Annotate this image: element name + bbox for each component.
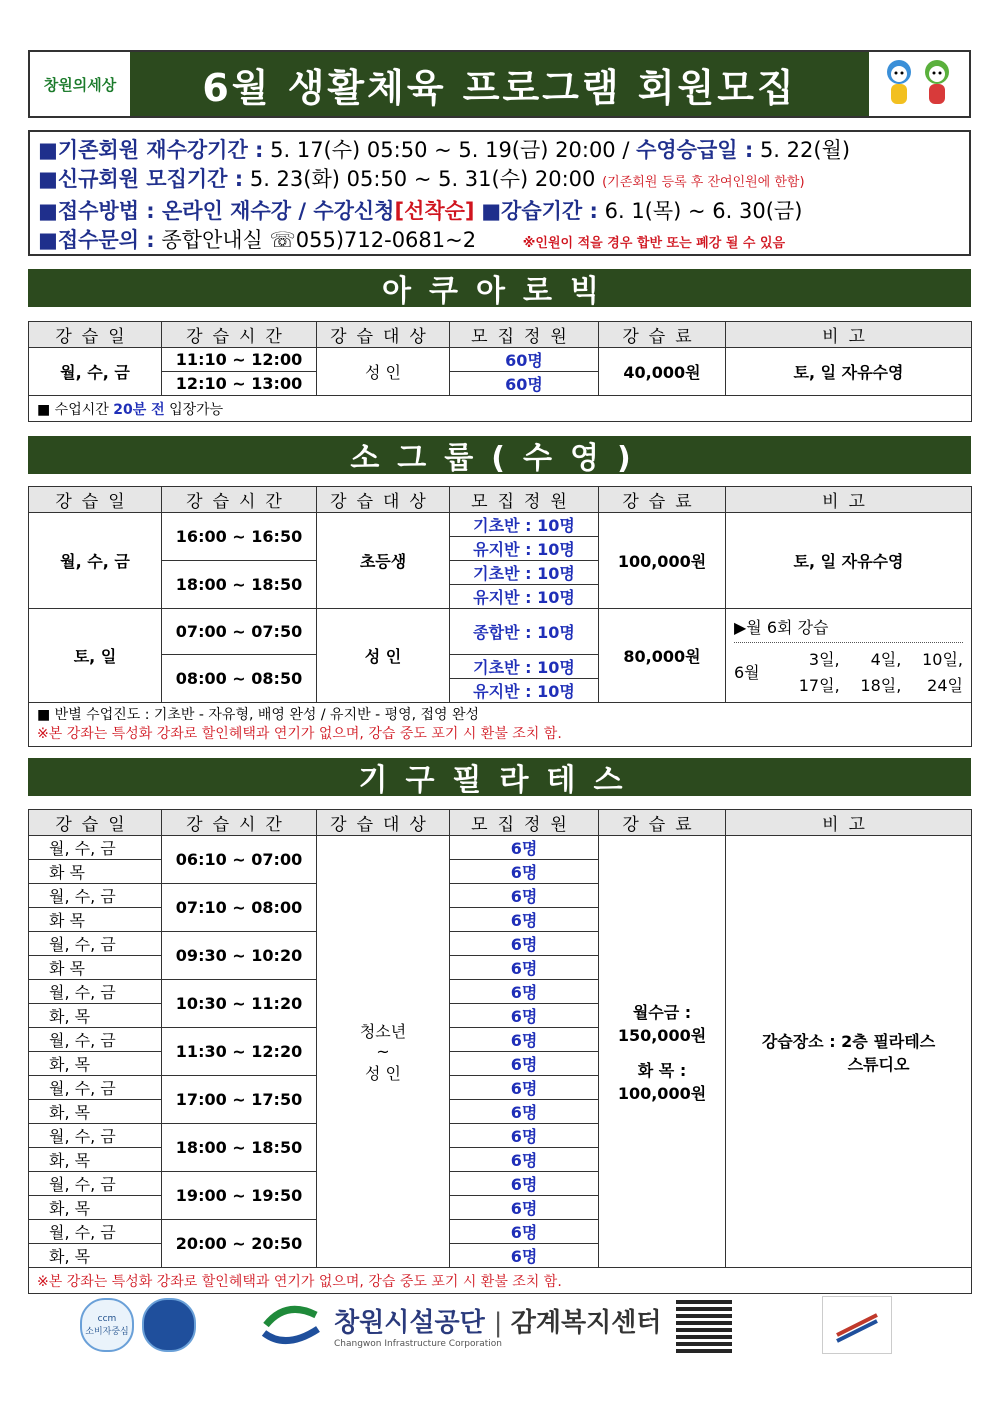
aquarobic-table — [28, 321, 972, 422]
capacity-cell: 6명 — [450, 980, 599, 1004]
capacity-cell: 6명 — [450, 1052, 599, 1076]
ccm-sub: ccm — [97, 1313, 117, 1324]
time-cell: 06:10 ~ 07:00 — [162, 836, 317, 884]
swim-table — [28, 486, 972, 747]
time-cell: 17:00 ~ 17:50 — [162, 1076, 317, 1124]
target-cell: 초등생 — [317, 513, 450, 609]
note-row — [29, 703, 972, 747]
schedule-day: 4일, — [870, 650, 902, 669]
ccm-label: 소비자중심 — [85, 1326, 129, 1337]
day-cell: 월, 수, 금 — [29, 980, 162, 1004]
target-cell: 성 인 — [317, 348, 450, 396]
ccm-badge-icon — [80, 1298, 134, 1352]
header-fee: 강습료 — [599, 322, 726, 348]
note-text: ■ 반별 수업진도 : 기초반 - 자유형, 배영 완성 / 유지반 - 평영, 접영 완성 — [37, 706, 480, 723]
note-text: 입장가능 — [169, 401, 224, 418]
time-cell: 20:00 ~ 20:50 — [162, 1220, 317, 1268]
fee-cell: 100,000원 — [599, 513, 726, 609]
returning-label: ■기존회원 재수강기간 : — [38, 138, 264, 162]
schedule-day: 3일, — [808, 650, 840, 669]
capacity-cell: 6명 — [450, 1220, 599, 1244]
time-cell: 18:00 ~ 18:50 — [162, 561, 317, 609]
promotion-label: 수영승급일 : — [636, 138, 754, 162]
new-label: ■신규회원 모집기간 : — [38, 167, 244, 191]
footer — [28, 1290, 971, 1360]
header-target: 강습대상 — [317, 322, 450, 348]
time-cell: 16:00 ~ 16:50 — [162, 513, 317, 561]
org-en: Changwon Infrastructure Corporation — [334, 1338, 502, 1349]
mascot-icon — [869, 52, 969, 116]
header-time: 강습시간 — [162, 487, 317, 513]
time-cell: 11:30 ~ 12:20 — [162, 1028, 317, 1076]
period-value: 6. 1(목) ~ 6. 30(금) — [604, 199, 803, 223]
day-cell: 월, 수, 금 — [29, 836, 162, 860]
capacity-cell: 기초반 : 10명 — [450, 561, 599, 585]
remark-cell: 토, 일 자유수영 — [726, 348, 972, 396]
target-text: 청소년 — [359, 1022, 407, 1041]
capacity-cell: 6명 — [450, 1244, 599, 1268]
new-note: (기존회원 등록 후 잔여인원에 한함) — [602, 175, 805, 190]
table-row — [29, 513, 972, 537]
day-cell: 화, 목 — [29, 1244, 162, 1268]
cert-badges — [80, 1298, 196, 1352]
time-cell: 08:00 ~ 08:50 — [162, 655, 317, 703]
pilates-table — [28, 809, 972, 1294]
table-row — [29, 609, 972, 655]
day-cell: 월, 수, 금 — [29, 932, 162, 956]
new-value: 5. 23(화) 05:50 ~ 5. 31(수) 20:00 — [249, 167, 596, 191]
table-header-row — [29, 487, 972, 513]
method-label: ■접수방법 : 온라인 재수강 / 수강신청 — [38, 199, 395, 223]
table-header-row — [29, 810, 972, 836]
title-banner — [28, 50, 971, 118]
capacity-cell: 60명 — [450, 372, 599, 396]
capacity-cell: 6명 — [450, 1100, 599, 1124]
time-cell: 11:10 ~ 12:00 — [162, 348, 317, 372]
capacity-cell: 6명 — [450, 1028, 599, 1052]
capacity-cell: 유지반 : 10명 — [450, 679, 599, 703]
capacity-cell: 기초반 : 10명 — [450, 655, 599, 679]
capacity-cell: 6명 — [450, 836, 599, 860]
aquarobic-table-wrap — [28, 321, 971, 422]
time-cell: 09:30 ~ 10:20 — [162, 932, 317, 980]
header-time: 강습시간 — [162, 322, 317, 348]
pilates-body — [29, 836, 972, 1268]
remark-cell: 토, 일 자유수영 — [726, 513, 972, 609]
fee-text: 150,000원 — [617, 1025, 707, 1045]
table-row — [29, 836, 972, 860]
remark-text: 스튜디오 — [847, 1054, 910, 1074]
day-cell: 화, 목 — [29, 1196, 162, 1220]
capacity-cell: 6명 — [450, 908, 599, 932]
time-cell: 19:00 ~ 19:50 — [162, 1172, 317, 1220]
note-highlight: 20분 전 — [113, 401, 165, 418]
capacity-cell: 6명 — [450, 1076, 599, 1100]
org-name: 창원시설공단 — [334, 1307, 485, 1338]
target-cell — [317, 836, 450, 1268]
info-line-new — [38, 165, 961, 197]
day-cell: 화 목 — [29, 956, 162, 980]
section-aquarobic: 아쿠아로빅 — [28, 269, 971, 307]
fee-cell: 80,000원 — [599, 609, 726, 703]
header-time: 강습시간 — [162, 810, 317, 836]
capacity-cell: 기초반 : 10명 — [450, 513, 599, 537]
remark-cell — [726, 609, 972, 703]
day-cell: 월, 수, 금 — [29, 1028, 162, 1052]
time-cell: 07:10 ~ 08:00 — [162, 884, 317, 932]
header-capacity: 모집정원 — [450, 487, 599, 513]
note-warning: ※본 강좌는 특성화 강좌로 할인혜택과 연기가 없으며, 강습 중도 포기 시 환불 조치 함. — [37, 725, 562, 742]
capacity-cell: 유지반 : 10명 — [450, 537, 599, 561]
day-cell: 화 목 — [29, 860, 162, 884]
day-cell: 토, 일 — [29, 609, 162, 703]
info-line-method — [38, 197, 961, 226]
returning-value: 5. 17(수) 05:50 ~ 5. 19(금) 20:00 / — [270, 138, 630, 162]
swim-table-wrap — [28, 486, 971, 747]
note-text: ■ 수업시간 — [37, 401, 109, 418]
info-line-inquiry — [38, 226, 961, 258]
schedule-day: 10일, — [922, 650, 963, 669]
city-logo-text: 창원의세상 — [43, 75, 117, 94]
header-remark: 비고 — [726, 487, 972, 513]
fee-text: 화 목 : — [637, 1060, 687, 1080]
first-come-label: [선착순] — [394, 199, 475, 223]
mascot-pair-icon — [879, 56, 959, 112]
capacity-cell: 6명 — [450, 932, 599, 956]
remark-cell — [726, 836, 972, 1268]
section-swim: 소그룹(수영) — [28, 436, 971, 474]
day-cell: 화, 목 — [29, 1148, 162, 1172]
header-target: 강습대상 — [317, 487, 450, 513]
table-header-row — [29, 322, 972, 348]
inquiry-note: ※인원이 적을 경우 합반 또는 폐강 될 수 있음 — [522, 236, 786, 251]
fee-cell: 40,000원 — [599, 348, 726, 396]
capacity-cell: 6명 — [450, 860, 599, 884]
page-title: 6월 생활체육 프로그램 회원모집 — [130, 52, 869, 116]
pilates-table-wrap — [28, 809, 971, 1294]
schedule-day: 24일 — [927, 676, 963, 695]
day-cell: 월, 수, 금 — [29, 513, 162, 609]
header-fee: 강습료 — [599, 487, 726, 513]
capacity-cell: 유지반 : 10명 — [450, 585, 599, 609]
cert-badge-icon — [142, 1298, 196, 1352]
center-name: 감계복지센터 — [510, 1307, 662, 1338]
capacity-cell: 6명 — [450, 956, 599, 980]
header-capacity: 모집정원 — [450, 810, 599, 836]
capacity-cell: 종합반 : 10명 — [450, 609, 599, 655]
header-fee: 강습료 — [599, 810, 726, 836]
inquiry-value: 종합안내실 ☏055)712-0681~2 — [161, 228, 477, 252]
header-day: 강습일 — [29, 810, 162, 836]
day-cell: 화, 목 — [29, 1100, 162, 1124]
target-cell: 성 인 — [317, 609, 450, 703]
inquiry-label: ■접수문의 : — [38, 228, 155, 252]
capacity-cell: 60명 — [450, 348, 599, 372]
day-cell: 월, 수, 금 — [29, 348, 162, 396]
period-label: ■강습기간 : — [481, 199, 598, 223]
qr-code-icon — [676, 1297, 732, 1353]
note-warning: ※본 강좌는 특성화 강좌로 할인혜택과 연기가 없으며, 강습 중도 포기 시 환불 조치 함. — [29, 1268, 972, 1294]
fee-text: 100,000원 — [617, 1083, 707, 1103]
day-cell: 월, 수, 금 — [29, 1124, 162, 1148]
schedule-days — [734, 647, 963, 696]
note-cell — [29, 396, 972, 422]
info-line-returning — [38, 136, 961, 165]
fee-text: 월수금 : — [632, 1002, 692, 1022]
table-row — [29, 348, 972, 372]
header-remark: 비고 — [726, 322, 972, 348]
time-cell: 10:30 ~ 11:20 — [162, 980, 317, 1028]
remark-text: 강습장소 : 2층 필라테스 — [761, 1031, 936, 1051]
city-logo — [30, 52, 130, 116]
header-day: 강습일 — [29, 322, 162, 348]
day-cell: 화, 목 — [29, 1004, 162, 1028]
day-cell: 화, 목 — [29, 1052, 162, 1076]
info-box — [28, 130, 971, 256]
time-cell: 12:10 ~ 13:00 — [162, 372, 317, 396]
header-day: 강습일 — [29, 487, 162, 513]
award-badge-icon — [822, 1296, 892, 1354]
schedule-month: 6월 — [734, 663, 760, 682]
schedule-day: 18일, — [860, 676, 902, 695]
target-text: ~ — [376, 1042, 390, 1061]
section-pilates: 기구필라테스 — [28, 758, 971, 796]
org-logo: 창원시설공단 | 감계복지센터 Changwon Infrastructure Corporation — [256, 1295, 662, 1355]
schedule-day: 17일, — [798, 676, 840, 695]
day-cell: 월, 수, 금 — [29, 884, 162, 908]
fee-cell — [599, 836, 726, 1268]
header-capacity: 모집정원 — [450, 322, 599, 348]
capacity-cell: 6명 — [450, 1196, 599, 1220]
day-cell: 화 목 — [29, 908, 162, 932]
note-row — [29, 396, 972, 422]
time-cell: 18:00 ~ 18:50 — [162, 1124, 317, 1172]
capacity-cell: 6명 — [450, 1004, 599, 1028]
capacity-cell: 6명 — [450, 1124, 599, 1148]
time-cell: 07:00 ~ 07:50 — [162, 609, 317, 655]
org-logo-icon — [256, 1295, 326, 1355]
header-remark: 비고 — [726, 810, 972, 836]
capacity-cell: 6명 — [450, 1148, 599, 1172]
capacity-cell: 6명 — [450, 1172, 599, 1196]
target-text: 성 인 — [365, 1064, 401, 1083]
day-cell: 월, 수, 금 — [29, 1076, 162, 1100]
note-cell — [29, 703, 972, 747]
remark-head: ▶월 6회 강습 — [734, 615, 963, 643]
capacity-cell: 6명 — [450, 884, 599, 908]
day-cell: 월, 수, 금 — [29, 1220, 162, 1244]
promotion-value: 5. 22(월) — [759, 138, 851, 162]
header-target: 강습대상 — [317, 810, 450, 836]
day-cell: 월, 수, 금 — [29, 1172, 162, 1196]
